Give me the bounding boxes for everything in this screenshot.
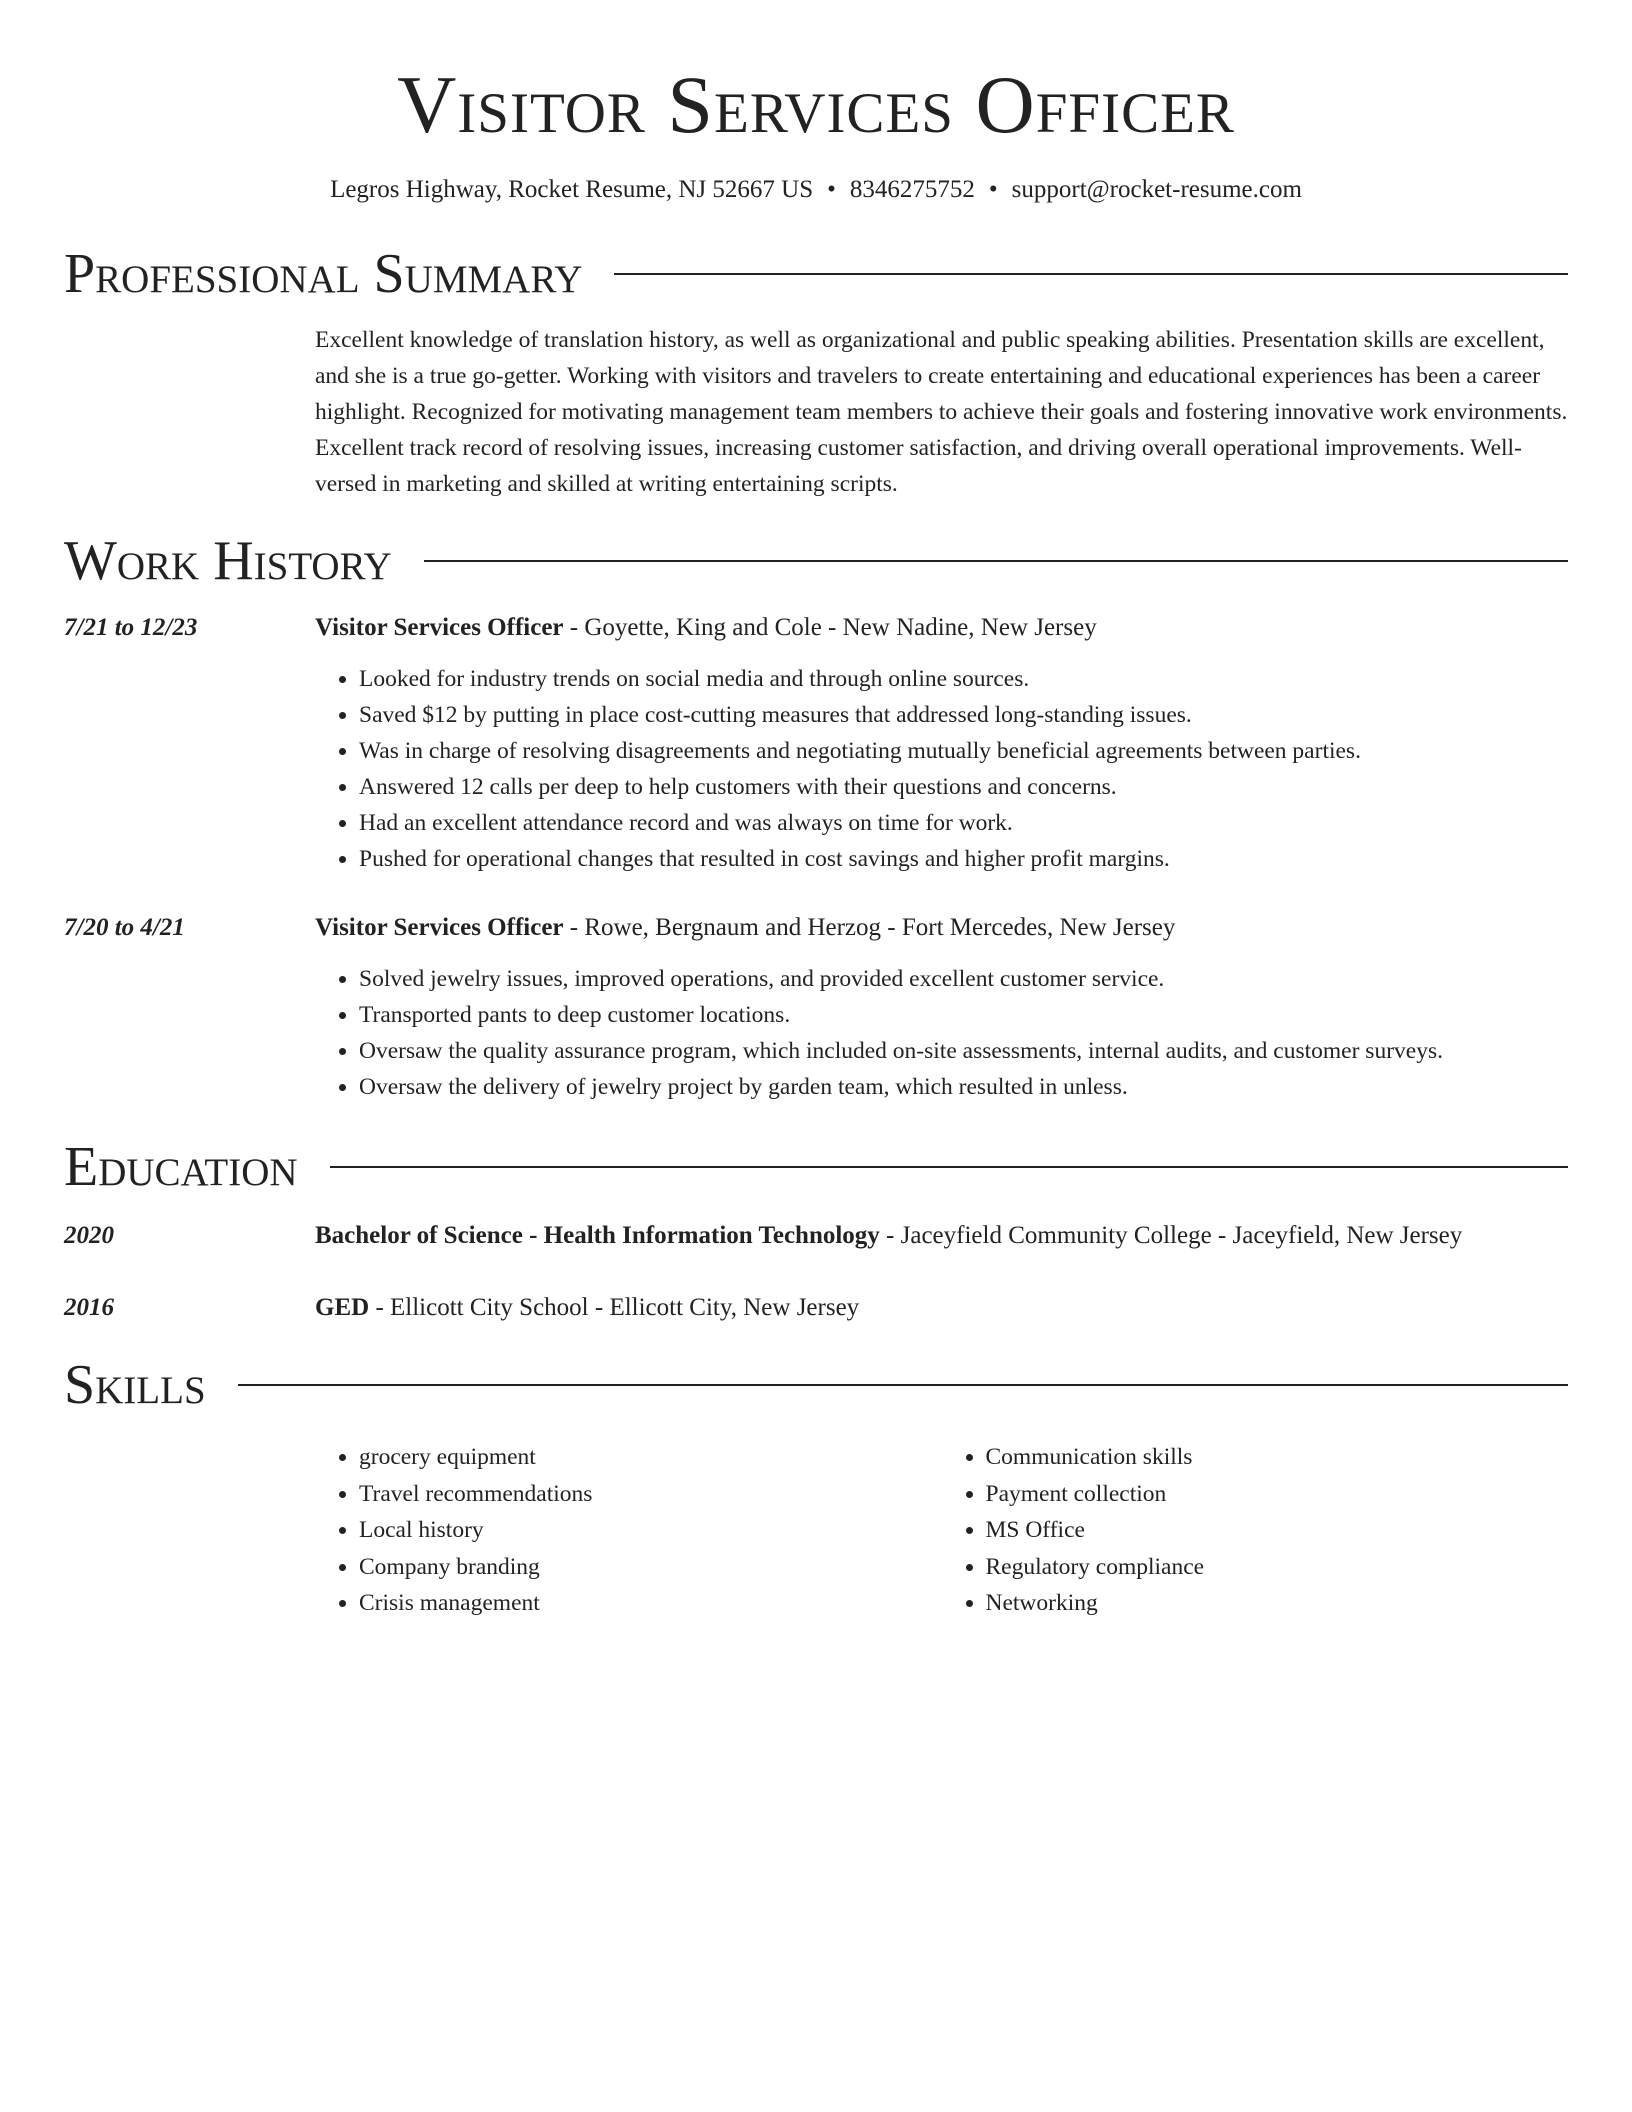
work-bullet: • Solved jewelry issues, improved operations, and provided excellent customer service. [359, 961, 1568, 997]
work-body [315, 611, 1568, 877]
work-bullet: • Oversaw the quality assurance program, which included on-site assessments, internal audits, and customer surveys. [359, 1033, 1568, 1069]
skill-item: • Company branding [359, 1549, 942, 1586]
degree-name: Bachelor of Science - Health Information Technology [315, 1222, 880, 1249]
work-heading [315, 611, 1568, 645]
education-year: 2016 [64, 1294, 114, 1321]
skill-item: • Communication skills [986, 1439, 1569, 1476]
skill-item: • MS Office [986, 1512, 1569, 1549]
work-bullet: • Oversaw the delivery of jewelry project by garden team, which resulted in unless. [359, 1069, 1568, 1105]
education-entry [64, 1291, 1568, 1325]
work-bullet: • Was in charge of resolving disagreements and negotiating mutually beneficial agreements between parties. [359, 733, 1568, 769]
skill-item: • grocery equipment [359, 1439, 942, 1476]
section-header-skills [64, 1353, 1568, 1417]
contact-separator: • [988, 176, 998, 203]
skills-column-left [315, 1439, 942, 1622]
job-employer: - Rowe, Bergnaum and Herzog - Fort Mercedes, New Jersey [563, 914, 1176, 941]
work-body [315, 911, 1568, 1105]
skills-list [315, 1439, 1568, 1622]
work-bullet: • Pushed for operational changes that resulted in cost savings and higher profit margins. [359, 841, 1568, 877]
work-bullet: • Answered 12 calls per deep to help customers with their questions and concerns. [359, 769, 1568, 805]
education-entry [64, 1219, 1568, 1253]
skills-column-right [942, 1439, 1569, 1622]
contact-address: Legros Highway, Rocket Resume, NJ 52667 US [330, 176, 814, 203]
section-title-summary: Professional Summary [64, 243, 583, 305]
section-header-work [64, 529, 1568, 593]
skill-item: • Local history [359, 1512, 942, 1549]
section-divider [424, 560, 1568, 562]
resume-page [64, 0, 1568, 1622]
school-details: - Ellicott City School - Ellicott City, New Jersey [369, 1294, 860, 1321]
section-divider [330, 1166, 1568, 1168]
skill-item: • Payment collection [986, 1476, 1569, 1513]
section-title-education: Education [64, 1136, 298, 1198]
work-entry [64, 611, 1568, 877]
work-dates: 7/20 to 4/21 [64, 914, 185, 941]
section-header-education [64, 1135, 1568, 1199]
section-divider [238, 1384, 1568, 1386]
work-bullets [315, 961, 1568, 1105]
work-bullet: • Saved $12 by putting in place cost-cutting measures that addressed long-standing issues. [359, 697, 1568, 733]
section-header-summary [64, 242, 1568, 306]
section-title-skills: Skills [64, 1354, 206, 1416]
skill-item: • Networking [986, 1585, 1569, 1622]
contact-line [64, 174, 1568, 206]
degree-name: GED [315, 1294, 370, 1321]
contact-phone: 8346275752 [849, 176, 975, 203]
work-heading [315, 911, 1568, 945]
contact-email: support@rocket-resume.com [1011, 176, 1302, 203]
summary-paragraph: Excellent knowledge of translation history, as well as organizational and public speaking abilities. Presentation skills are excellent, and she is a true go-getter. Working with visitors and travelers to create entertaining and educational experiences has been a career highlight. Recognized for motivating management team members to achieve their goals and fostering innovative work environments. Excellent track record of resolving issues, increasing customer satisfaction, and driving overall operational improvements. Well-versed in marketing and skilled at writing entertaining scripts. [315, 327, 1568, 497]
education-year: 2020 [64, 1222, 114, 1249]
work-bullet: • Transported pants to deep customer locations. [359, 997, 1568, 1033]
education-body [315, 1219, 1568, 1253]
job-title: Visitor Services Officer [315, 614, 564, 641]
work-bullets [315, 661, 1568, 877]
skill-item: • Regulatory compliance [986, 1549, 1569, 1586]
skill-item: • Travel recommendations [359, 1476, 942, 1513]
work-entry [64, 911, 1568, 1105]
job-employer: - Goyette, King and Cole - New Nadine, New Jersey [563, 614, 1097, 641]
section-title-work: Work History [64, 530, 392, 592]
school-details: - Jaceyfield Community College - Jaceyfield, New Jersey [879, 1222, 1463, 1249]
work-dates: 7/21 to 12/23 [64, 614, 198, 641]
education-heading [315, 1219, 1568, 1253]
contact-separator: • [827, 176, 836, 203]
job-title: Visitor Services Officer [315, 914, 564, 941]
work-bullet: • Had an excellent attendance record and was always on time for work. [359, 805, 1568, 841]
education-body [315, 1291, 1568, 1325]
skill-item: • Crisis management [359, 1585, 942, 1622]
section-divider [614, 273, 1568, 275]
education-heading [315, 1291, 1568, 1325]
work-bullet: • Looked for industry trends on social media and through online sources. [359, 661, 1568, 697]
resume-title: Visitor Services Officer [397, 59, 1235, 150]
